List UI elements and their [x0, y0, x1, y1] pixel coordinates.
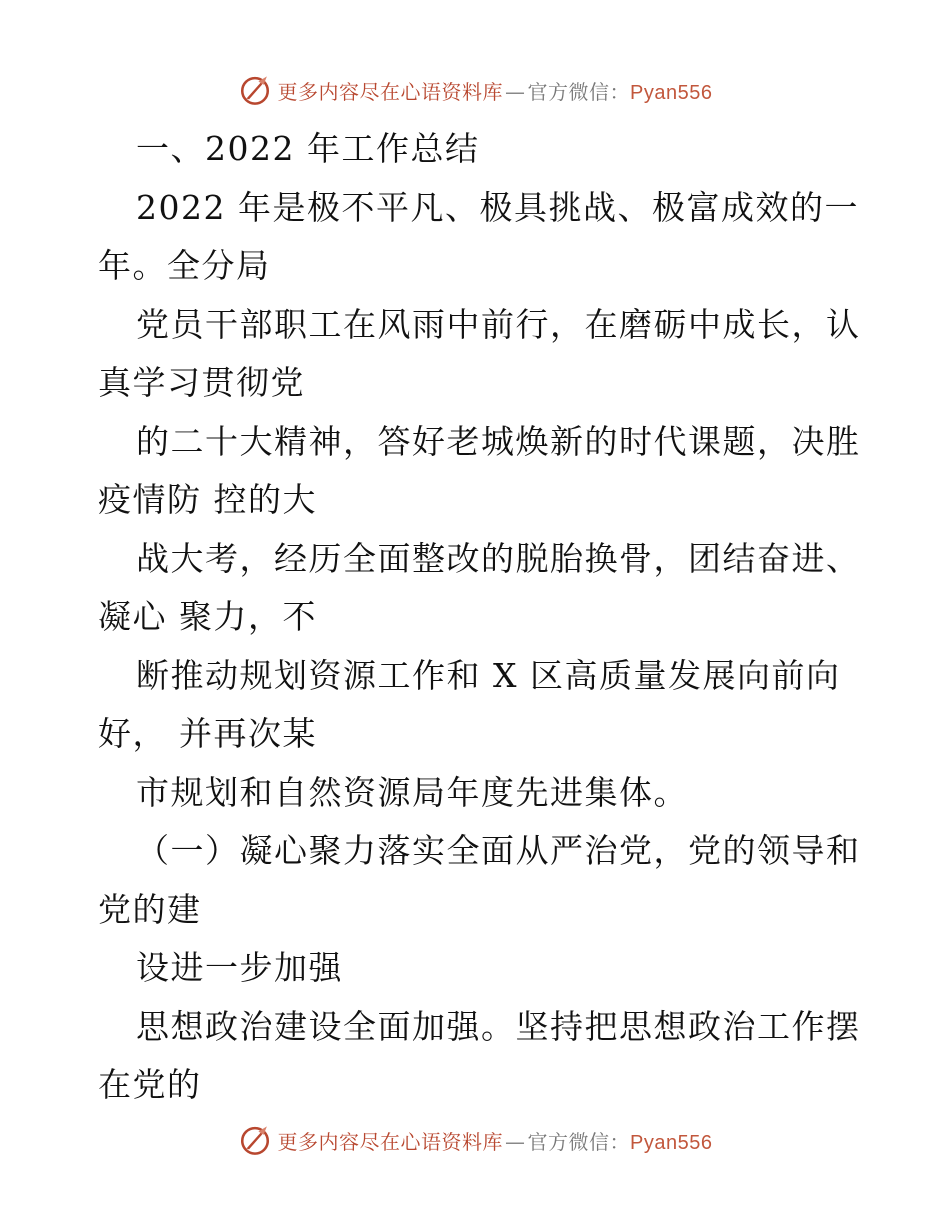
watermark-separator: — — [505, 1129, 526, 1154]
paragraph-line: 好， 并再次某 — [98, 714, 317, 753]
watermark-wechat-label: 官方微信： — [527, 79, 631, 104]
paragraph-line: 战大考，经历全面整改的脱胎换骨，团结奋进、 — [136, 538, 861, 578]
paragraph-line: 在党的 — [98, 1065, 202, 1104]
paragraph-line: 设进一步加强 — [136, 948, 343, 987]
document-body — [98, 120, 861, 1115]
paragraph-line: 的二十大精神，答好老城焕新的时代课题，决胜 — [136, 421, 861, 461]
watermark-separator: — — [505, 79, 526, 104]
footer-watermark — [0, 1118, 950, 1162]
paragraph-line: 断推动规划资源工作和 X 区高质量发展向前向 — [136, 655, 841, 695]
paragraph-line: 党员干部职工在风雨中前行，在磨砺中成长，认 — [136, 304, 861, 344]
header-watermark — [0, 68, 950, 112]
paragraph-line: 真学习贯彻党 — [98, 363, 305, 402]
watermark-brand: 更多内容尽在心语资料库 — [277, 79, 504, 104]
watermark-text — [278, 76, 713, 105]
section-heading: 一、2022 年工作总结 — [136, 129, 480, 168]
quill-pen-logo-icon — [238, 1123, 272, 1157]
paragraph-line: 年。全分局 — [98, 246, 271, 285]
paragraph-line: 市规划和自然资源局年度先进集体。 — [136, 772, 688, 812]
paragraph-line: 凝心 聚力，不 — [98, 597, 317, 636]
watermark-account: Pyan556 — [630, 1131, 713, 1154]
paragraph-line: 党的建 — [98, 889, 202, 929]
watermark-brand: 更多内容尽在心语资料库 — [277, 1129, 504, 1154]
paragraph-line: 2022 年是极不平凡、极具挑战、极富成效的一 — [136, 187, 859, 227]
paragraph-line: 思想政治建设全面加强。坚持把思想政治工作摆 — [136, 1006, 861, 1046]
watermark-text — [278, 1126, 713, 1155]
quill-pen-logo-icon — [238, 73, 272, 107]
watermark-wechat-label: 官方微信： — [527, 1129, 631, 1154]
paragraph-line: 疫情防 控的大 — [98, 480, 317, 519]
subsection-heading: （一）凝心聚力落实全面从严治党，党的领导和 — [136, 831, 861, 870]
watermark-account: Pyan556 — [630, 81, 713, 104]
